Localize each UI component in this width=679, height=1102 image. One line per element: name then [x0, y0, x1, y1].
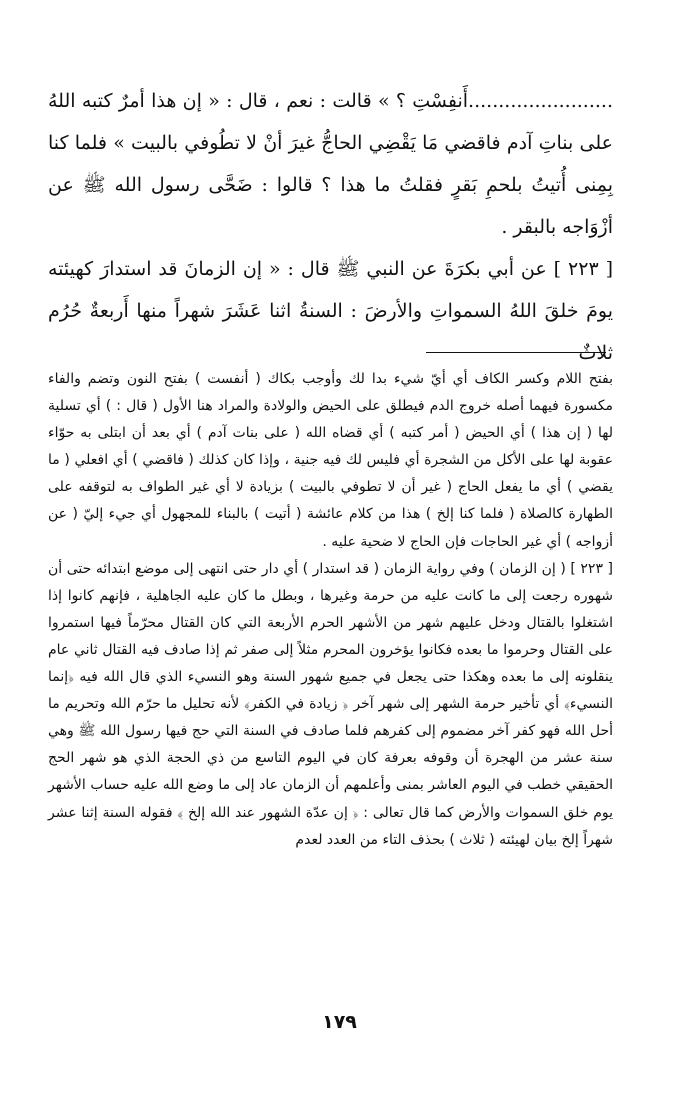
hadith-paragraph: [ ٢٢٣ ] عن أبي بكرَةَ عن النبي ﷺ قال : « إن الزمانَ قد استدارَ كهيئته يومَ خلقَ اللهُ السمواتِ والأرضَ : السنةُ اثنا عَشَرَ شهراً منها أَربعةٌ حُرُم ثلاثٌ	[48, 258, 614, 364]
hadith-paragraph: ........................أَنفِسْتِ ؟ » قالت : نعم ، قال : « إن هذا أمرٌ كتبه اللهُ على بناتِ آدم فاقضي مَا يَقْضِي الحاجُّ غيرَ أنْ لا تطُوفي بالبيت » فلما كنا بِمِنى أُتيتُ بلحمِ بَقرٍ فقلتُ ما هذا ؟ قالوا : ضَحَّى رسول الله ﷺ عن أزْوَاجه بالبقر .	[48, 90, 613, 238]
hadith-text	[48, 80, 613, 374]
footnote-divider	[426, 352, 606, 353]
commentary-text	[48, 366, 613, 854]
commentary-paragraph: [ ٢٢٣ ] ( إن الزمان ) وفي رواية الزمان ( قد استدار ) أي دار حتى انتهى إلى موضع ابتدائه حتى أن شهوره رجعت إلى ما كانت عليه من حرمة وغيرها ، وبطل ما كان عليه الجاهلية ، فإنهم كانوا إذا اشتغلوا بالقتال ودخل عليهم شهر من الأشهر الحرم الأربعة التي كان القتال محرّماً فيها استمروا على القتال وحرموا ما بعده فكانوا يؤخرون المحرم مثلاً إلى صفر ثم إذا صادف فيه القتال ثاني عام ينقلونه إلى ما بعده وهكذا حتى يجعل في جميع شهور السنة وهو النسيء الذي قال الله فيه ﴿إنما النسيء﴾ أي تأخير حرمة الشهر إلى شهر آخر ﴿ زيادة في الكفر﴾ لأنه تحليل ما حرّم الله وتحريم ما أحل الله فهو كفر آخر مضموم إلى كفرهم فلما صادف في السنة التي حج فيها رسول الله ﷺ وهي سنة عشر من الهجرة أن وقوفه بعرفة كان في اليوم التاسع من ذي الحجة الذي هو شهر الحج الحقيقي خطب في اليوم العاشر بمنى وأعلمهم أن الزمان عاد إلى ما وضع الله عليه حساب الأشهر يوم خلق السموات والأرض كما قال تعالى : ﴿ إن عدّة الشهور عند الله إلخ ﴾ فقوله السنة إثنا عشر شهراً إلخ بيان لهيئته ( ثلاث ) بحذف التاء من العدد لعدم	[48, 560, 613, 848]
page-number: ١٧٩	[322, 1011, 357, 1033]
commentary-paragraph: بفتح اللام وكسر الكاف أي أيّ شيء بدا لك وأوجب بكاك ( أنفست ) بفتح النون وتضم والفاء مكسورة فيهما أصله خروج الدم فيطلق على الحيض والولادة والمراد هنا الأول ( قال : ) أي تسلية لها ( إن هذا ) أي الحيض ( أمر كتبه ) أي قضاه الله ( على بنات آدم ) أي بعد أن ابتلى به حوّاء عقوبة لها على الأكل من الشجرة أي فليس لك فيه جنية ، وإذا كان كذلك ( فاقضي ) أي افعلي ( ما يقضي ) أي ما يفعل الحاج ( غير أن لا تطوفي بالبيت ) بزيادة لا أي غير الطواف به لتوقفه على الطهارة كالصلاة ( فلما كنا إلخ ) هذا من كلام عائشة ( أتيت ) بالبناء للمجهول أي جيء إليّ ( عن أزواجه ) أي غير الحاجات فإن الحاج لا ضحية عليه .	[48, 371, 613, 550]
